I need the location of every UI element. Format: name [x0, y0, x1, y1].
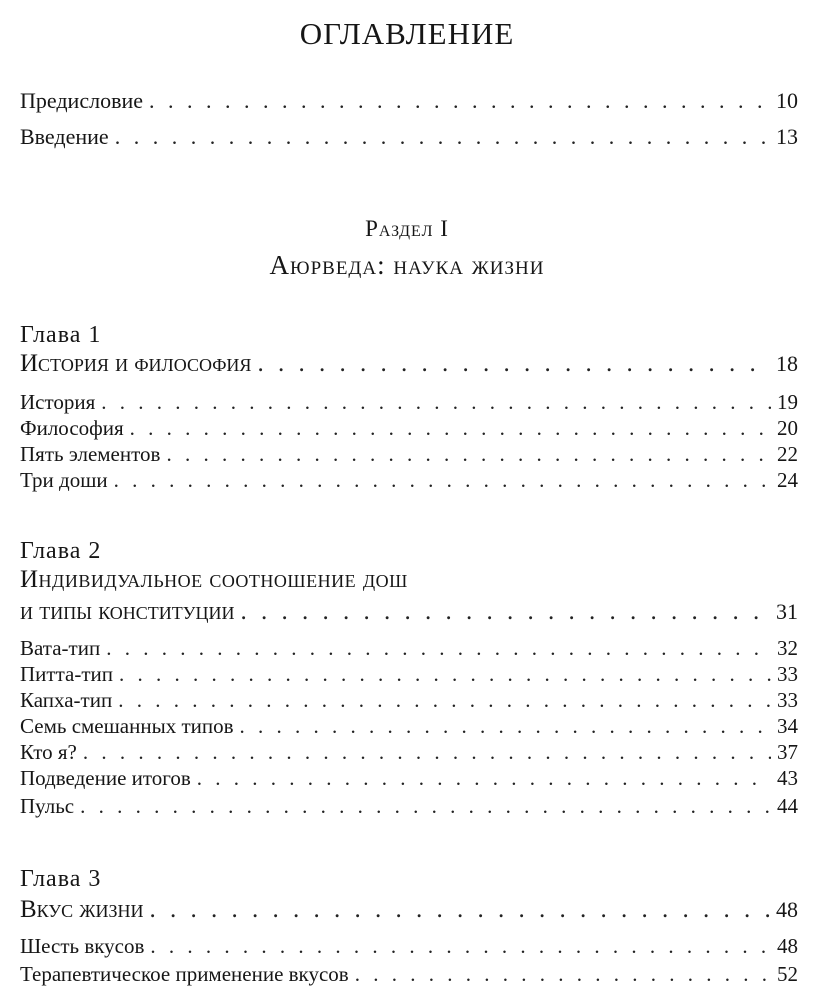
toc-entry-page: 33	[777, 688, 798, 712]
toc-entry[interactable]	[20, 962, 798, 987]
toc-entry-page: 22	[777, 442, 798, 466]
dot-leader	[118, 688, 771, 713]
toc-entry-label: Питта-тип	[20, 662, 113, 686]
toc-entry[interactable]	[20, 468, 798, 493]
chapter-number: Глава 1	[20, 322, 102, 348]
dot-leader	[130, 416, 771, 441]
toc-entry-page: 13	[776, 124, 798, 149]
toc-entry-label: Капха-тип	[20, 688, 113, 712]
toc-entry[interactable]	[20, 740, 798, 765]
chapter-title: и типы конституции	[20, 598, 235, 625]
toc-entry-label: История	[20, 390, 96, 414]
toc-entry[interactable]	[20, 442, 798, 467]
toc-entry[interactable]	[20, 934, 798, 959]
chapter-title: Вкус жизни	[20, 896, 144, 923]
dot-leader	[166, 442, 771, 467]
toc-entry[interactable]	[20, 416, 798, 441]
toc-entry-page: 32	[777, 636, 798, 660]
dot-leader	[257, 350, 770, 378]
toc-entry-label: Введение	[20, 124, 109, 149]
toc-entry-page: 48	[777, 934, 798, 958]
toc-entry-label: Пульс	[20, 794, 75, 818]
toc-entry-label: Философия	[20, 416, 124, 440]
dot-leader	[240, 598, 770, 626]
chapter-title-entry[interactable]	[20, 896, 798, 924]
toc-entry-page: 34	[777, 714, 798, 738]
toc-entry[interactable]	[20, 636, 798, 661]
toc-entry[interactable]	[20, 766, 798, 791]
toc-entry-page: 33	[777, 662, 798, 686]
toc-entry-page: 43	[777, 766, 798, 790]
dot-leader	[149, 896, 770, 924]
toc-entry[interactable]	[20, 714, 798, 739]
toc-entry-page: 24	[777, 468, 798, 492]
toc-entry[interactable]	[20, 390, 798, 415]
toc-entry-label: Вата-тип	[20, 636, 101, 660]
dot-leader	[197, 766, 771, 791]
chapter-title-entry[interactable]	[20, 598, 798, 626]
toc-entry-introduction[interactable]	[20, 124, 798, 150]
toc-entry-label: Три доши	[20, 468, 108, 492]
dot-leader	[240, 714, 771, 739]
toc-entry-preface[interactable]	[20, 88, 798, 114]
toc-entry[interactable]	[20, 688, 798, 713]
chapter-title: История и философия	[20, 350, 252, 377]
chapter-page: 48	[776, 897, 798, 922]
section-title: Аюрведа: наука жизни	[269, 250, 545, 280]
toc-entry[interactable]	[20, 794, 798, 819]
toc-entry-page: 19	[777, 390, 798, 414]
toc-entry-page: 52	[777, 962, 798, 986]
dot-leader	[114, 468, 771, 493]
chapter-page: 31	[776, 599, 798, 624]
toc-entry-label: Пять элементов	[20, 442, 161, 466]
dot-leader	[106, 636, 771, 661]
toc-entry-label: Подведение итогов	[20, 766, 191, 790]
section-label: Раздел I	[365, 216, 449, 241]
toc-entry-page: 37	[777, 740, 798, 764]
toc-entry-label: Предисловие	[20, 88, 143, 113]
dot-leader	[150, 934, 771, 959]
dot-leader	[115, 124, 770, 150]
toc-entry-page: 20	[777, 416, 798, 440]
chapter-page: 18	[776, 351, 798, 376]
dot-leader	[83, 740, 771, 765]
dot-leader	[355, 962, 771, 987]
toc-entry-page: 44	[777, 794, 798, 818]
dot-leader	[101, 390, 771, 415]
page-title: ОГЛАВЛЕНИЕ	[299, 16, 515, 51]
dot-leader	[119, 662, 771, 687]
chapter-number: Глава 3	[20, 866, 102, 892]
dot-leader	[80, 794, 771, 819]
chapter-number: Глава 2	[20, 538, 102, 564]
dot-leader	[149, 88, 770, 114]
toc-entry-label: Шесть вкусов	[20, 934, 145, 958]
toc-entry-page: 10	[776, 88, 798, 113]
toc-entry[interactable]	[20, 662, 798, 687]
chapter-title-entry[interactable]	[20, 350, 798, 378]
toc-entry-label: Кто я?	[20, 740, 77, 764]
toc-entry-label: Терапевтическое применение вкусов	[20, 962, 349, 986]
toc-entry-label: Семь смешанных типов	[20, 714, 234, 738]
chapter-title-line: Индивидуальное соотношение дош	[20, 566, 408, 593]
